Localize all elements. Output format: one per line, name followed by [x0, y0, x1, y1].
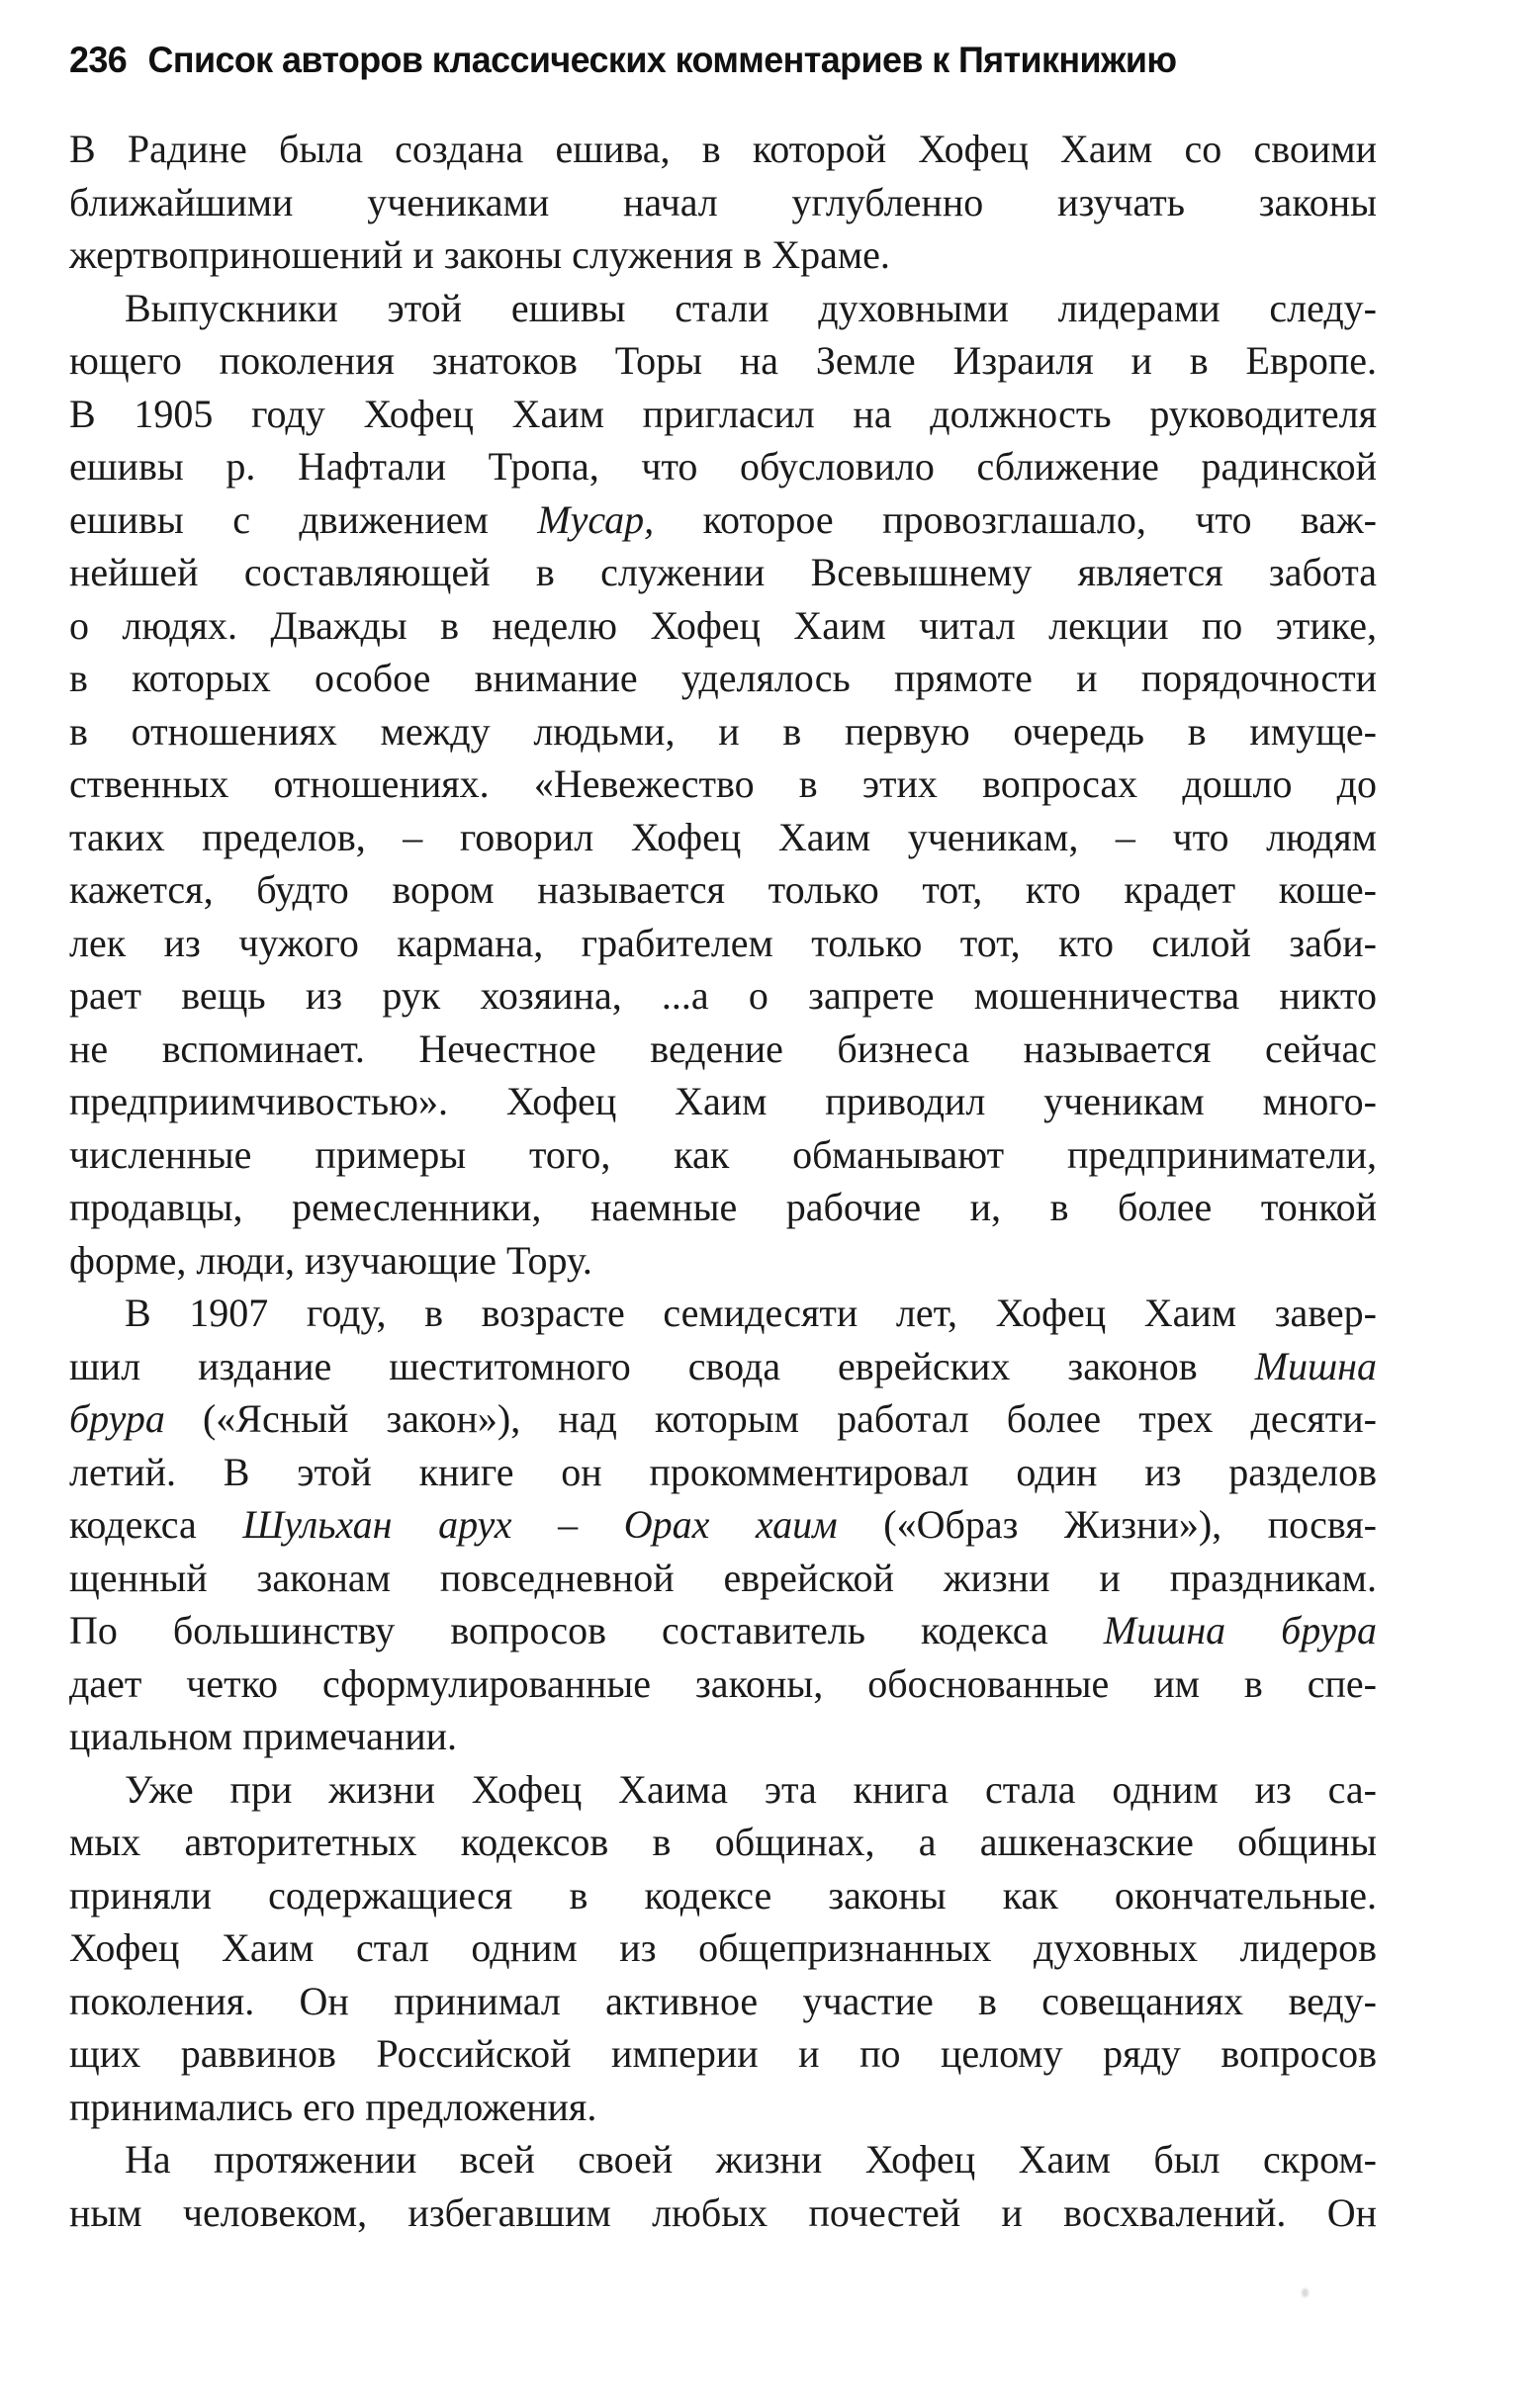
text-segment: кажется, будто вором называется только тот, кто крадет коше-: [69, 867, 1377, 912]
text-line: [69, 1181, 1377, 1234]
text-line: [69, 1392, 1377, 1446]
text-segment: в которых особое внимание уделялось прямоте и порядочности: [69, 656, 1377, 700]
text-line: [69, 1234, 1377, 1288]
text-segment: поколения. Он принимал активное участие в совещаниях веду-: [69, 1978, 1377, 2023]
page-number: 236: [69, 40, 128, 80]
italic-term: брура: [69, 1396, 165, 1441]
text-line: [69, 1604, 1377, 1657]
text-segment: кодекса: [69, 1502, 243, 1547]
text-segment: ственных отношениях. «Невежество в этих вопросах дошло до: [69, 761, 1377, 806]
text-segment: не вспоминает. Нечестное ведение бизнеса называется сейчас: [69, 1026, 1377, 1071]
text-segment: принимались его предложения.: [69, 2084, 597, 2129]
text-line: [69, 1657, 1377, 1711]
text-segment: численные примеры того, как обманывают предприниматели,: [69, 1131, 1377, 1177]
text-line: [69, 176, 1377, 229]
text-line: [69, 228, 1377, 282]
text-line: [69, 1869, 1377, 1922]
text-segment: щих раввинов Российской империи и по целому ряду вопросов: [69, 2031, 1377, 2076]
running-header-title: Список авторов классических комментариев к Пятикнижию: [147, 40, 1177, 80]
text-segment: циальном примечании.: [69, 1714, 458, 1758]
text-segment: В 1907 году, в возрасте семидесяти лет, Хофец Хаим завер-: [125, 1291, 1377, 1335]
text-segment: форме, люди, изучающие Тору.: [69, 1237, 592, 1283]
text-segment: ным человеком, избегавшим любых почестей и восхвалений. Он: [69, 2189, 1377, 2235]
text-segment: о людях. Дважды в неделю Хофец Хаим читал лекции по этике,: [69, 602, 1377, 648]
text-line: [69, 2133, 1377, 2186]
text-segment: Выпускники этой ешивы стали духовными лидерами следу-: [125, 285, 1377, 330]
text-line: [69, 334, 1377, 388]
text-segment: –: [511, 1502, 624, 1547]
text-line: [69, 705, 1377, 758]
text-segment: приняли содержащиеся в кодексе законы как окончательные.: [69, 1872, 1377, 1917]
text-segment: лек из чужого кармана, грабителем только тот, кто силой заби-: [69, 920, 1377, 965]
text-line: [69, 2186, 1377, 2240]
text-segment: предприимчивостью». Хофец Хаим приводил ученикам много-: [69, 1079, 1377, 1123]
text-segment: мых авторитетных кодексов в общинах, а ашкеназские общины: [69, 1820, 1377, 1864]
text-line: [69, 652, 1377, 705]
text-segment: ющего поколения знатоков Торы на Земле Израиля и в Европе.: [69, 338, 1377, 383]
text-segment: Уже при жизни Хофец Хаима эта книга стала одним из са-: [125, 1766, 1377, 1812]
text-segment: Хофец Хаим стал одним из общепризнанных духовных лидеров: [69, 1925, 1377, 1970]
text-line: [69, 1498, 1377, 1552]
text-line: [69, 1816, 1377, 1869]
text-segment: таких пределов, – говорил Хофец Хаим ученикам, – что людям: [69, 814, 1377, 859]
text-segment: ешивы с движением: [69, 496, 538, 542]
text-line: [69, 388, 1377, 441]
text-line: [69, 1075, 1377, 1128]
text-line: [69, 599, 1377, 653]
text-line: [69, 1340, 1377, 1393]
text-segment: продавцы, ремесленники, наемные рабочие и, в более тонкой: [69, 1185, 1377, 1229]
text-segment: («Ясный закон»), над которым работал более трех десяти-: [164, 1396, 1377, 1441]
text-line: [69, 1975, 1377, 2028]
text-segment: нейшей составляющей в служении Всевышнему является забота: [69, 550, 1377, 594]
italic-term: Мусар,: [537, 496, 655, 542]
text-segment: дает четко сформулированные законы, обоснованные им в спе-: [69, 1660, 1377, 1706]
text-segment: шил издание шеститомного свода еврейских законов: [69, 1343, 1255, 1388]
italic-term: Мишна: [1254, 1343, 1377, 1388]
text-line: [69, 863, 1377, 917]
text-segment: В 1905 году Хофец Хаим пригласил на должность руководителя: [69, 391, 1377, 436]
text-line: [69, 811, 1377, 864]
text-line: [69, 1763, 1377, 1817]
text-segment: («Образ Жизни»), посвя-: [837, 1502, 1377, 1547]
text-line: [69, 282, 1377, 335]
text-line: [69, 440, 1377, 493]
text-segment: в отношениях между людьми, и в первую очередь в имуще-: [69, 708, 1377, 754]
italic-term: Мишна брура: [1103, 1608, 1377, 1652]
text-segment: По большинству вопросов составитель кодекса: [69, 1608, 1104, 1652]
text-segment: щенный законам повседневной еврейской жизни и праздникам.: [69, 1555, 1377, 1600]
text-segment: жертвоприношений и законы служения в Храме.: [69, 232, 890, 277]
italic-term: Орах хаим: [623, 1502, 838, 1547]
italic-term: Шульхан арух: [242, 1502, 512, 1547]
text-segment: На протяжении всей своей жизни Хофец Хаим был скром-: [125, 2137, 1377, 2182]
text-line: [69, 493, 1377, 547]
scan-speckle-artifact: [1302, 2288, 1309, 2297]
text-line: [69, 1710, 1377, 1763]
text-line: [69, 2081, 1377, 2134]
text-segment: В Радине была создана ешива, в которой Хофец Хаим со своими: [69, 127, 1377, 171]
text-line: [69, 1921, 1377, 1975]
text-segment: которое провозглашало, что важ-: [654, 496, 1377, 542]
text-line: [69, 917, 1377, 970]
text-line: [69, 1023, 1377, 1076]
text-block: [69, 123, 1377, 2239]
text-line: [69, 1446, 1377, 1499]
text-line: [69, 1287, 1377, 1340]
text-line: [69, 123, 1377, 176]
text-line: [69, 546, 1377, 599]
text-segment: рает вещь из рук хозяина, ...а о запрете мошенничества никто: [69, 973, 1377, 1018]
text-line: [69, 1128, 1377, 1182]
text-segment: летий. В этой книге он прокомментировал один из разделов: [69, 1449, 1377, 1494]
running-header: [69, 40, 1337, 81]
text-line: [69, 1552, 1377, 1605]
text-line: [69, 758, 1377, 811]
text-segment: ближайшими учениками начал углубленно изучать законы: [69, 179, 1377, 224]
text-segment: ешивы р. Нафтали Тропа, что обусловило сближение радинской: [69, 444, 1377, 489]
text-line: [69, 2027, 1377, 2081]
text-line: [69, 969, 1377, 1023]
